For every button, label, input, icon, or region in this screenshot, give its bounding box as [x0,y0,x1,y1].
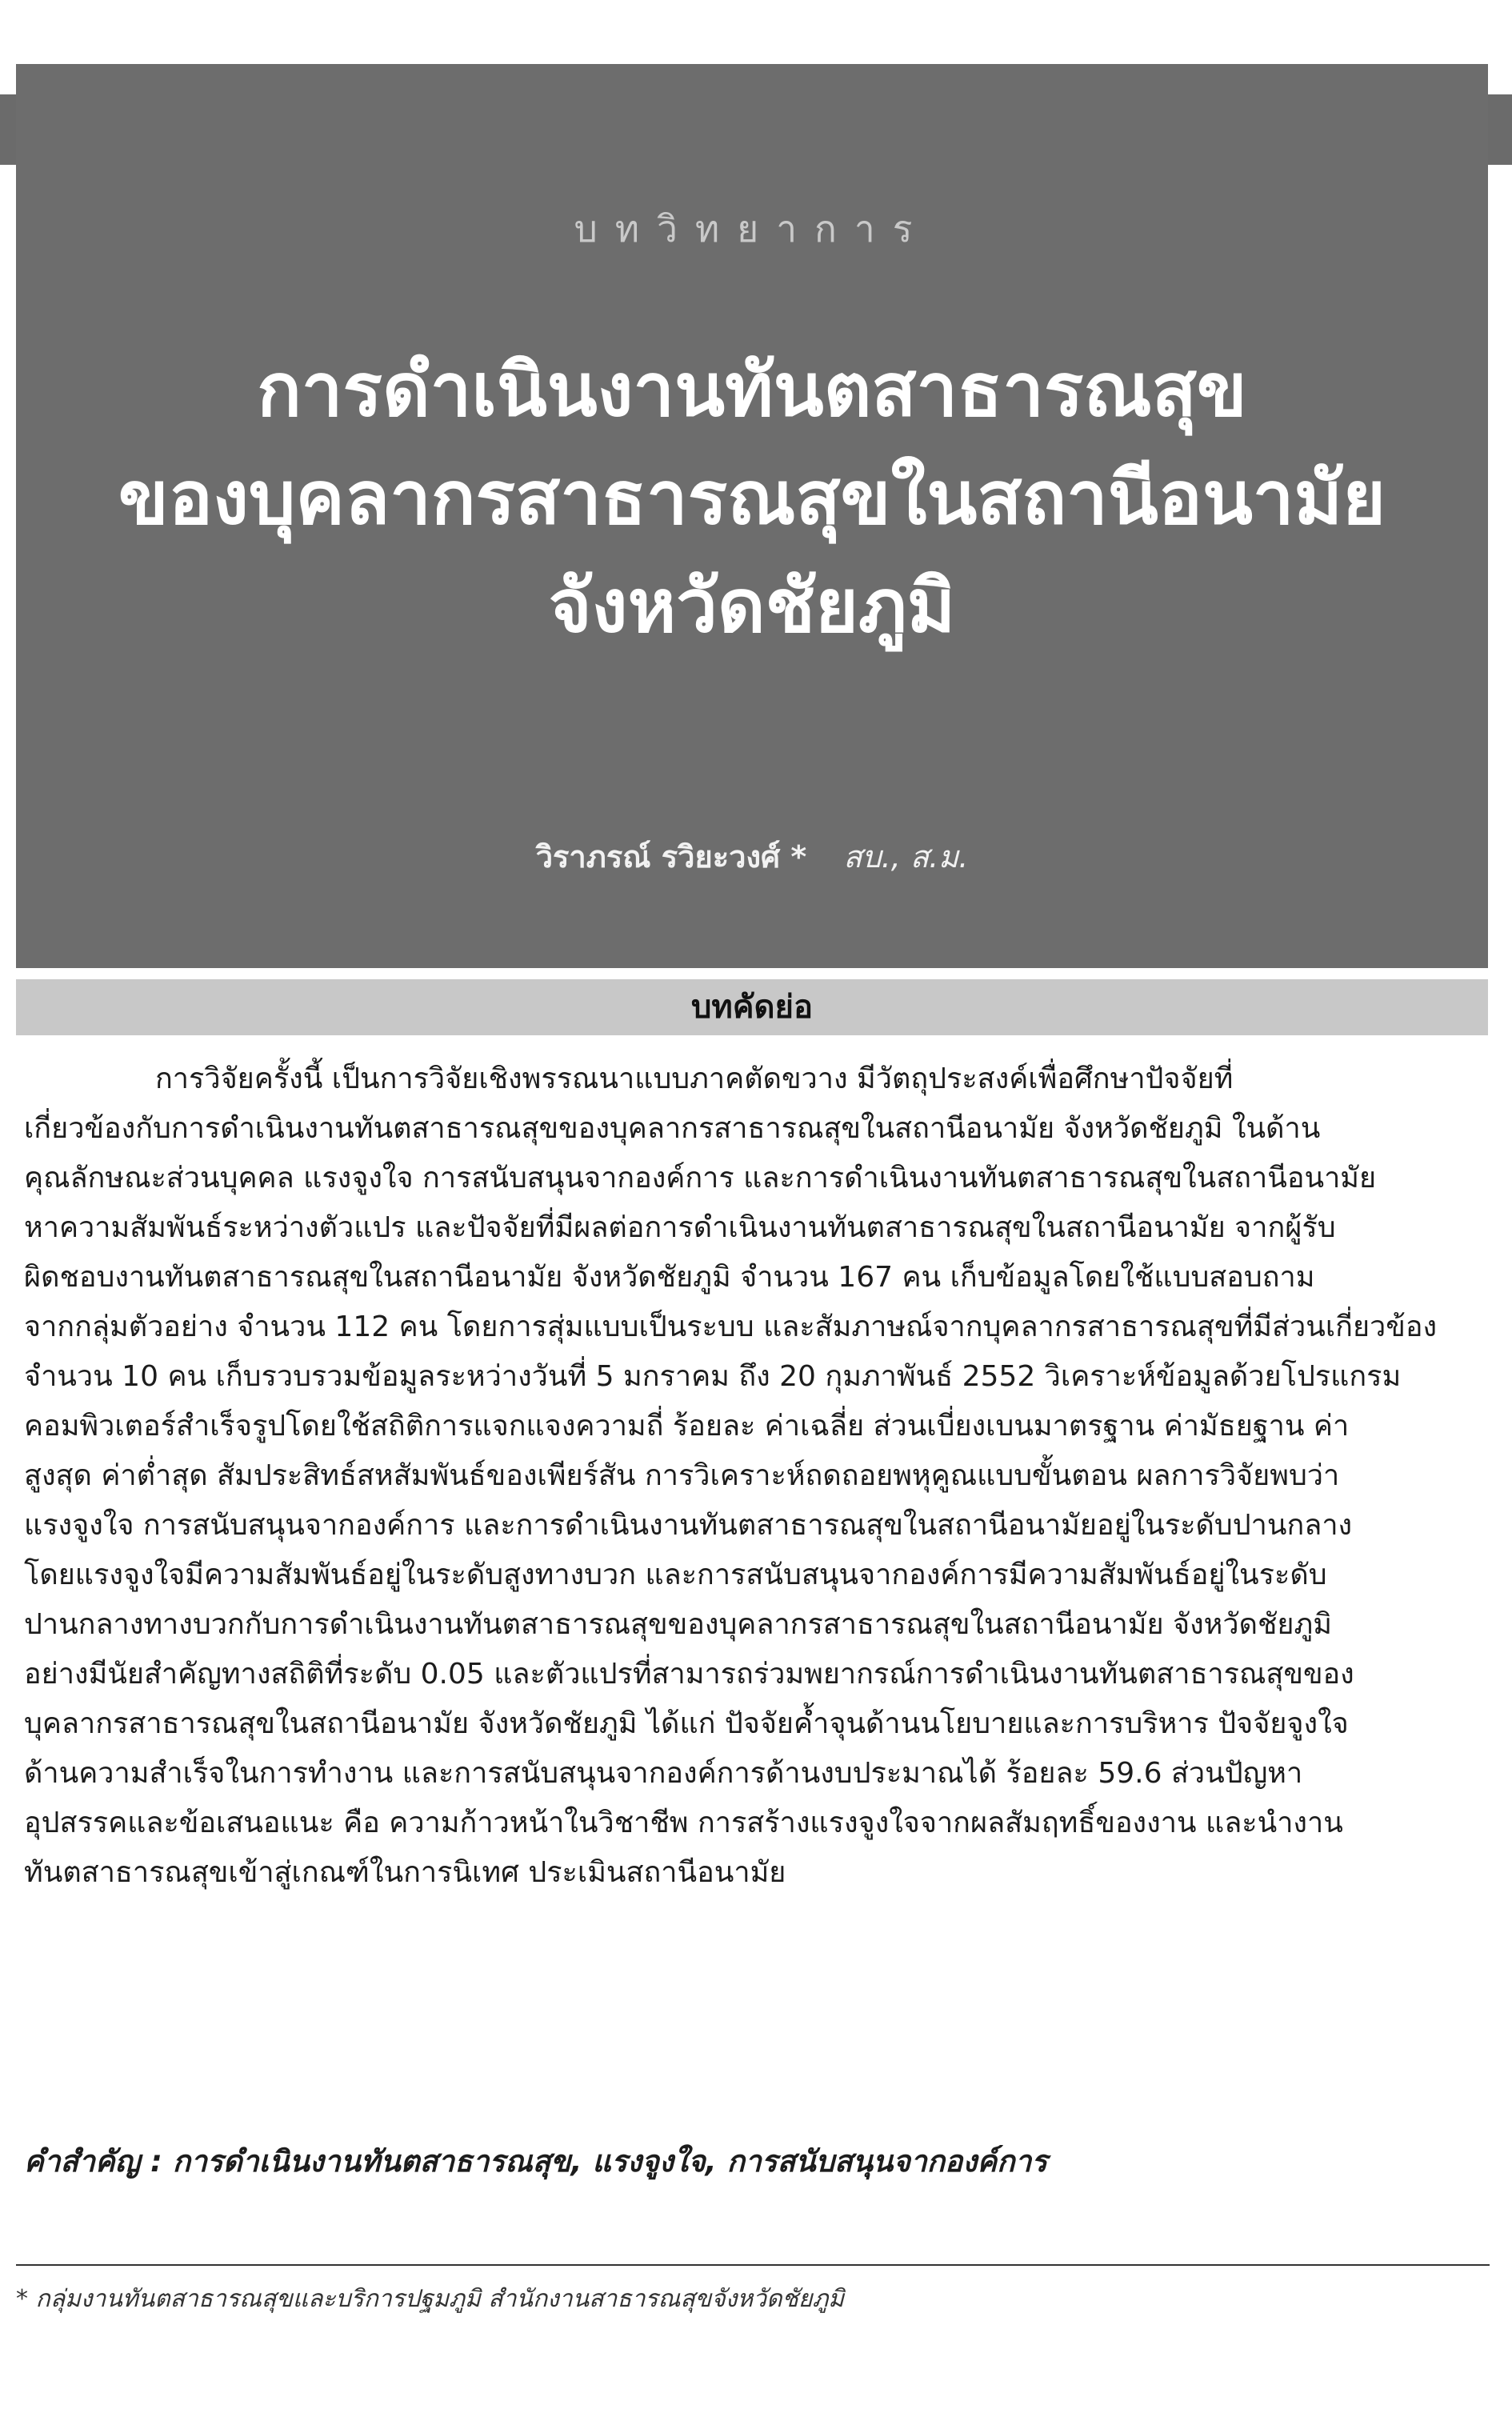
header-panel [16,64,1488,968]
abstract-line: ด้านความสำเร็จในการทำงาน และการสนับสนุนจากองค์การด้านงบประมาณได้ ร้อยละ 59.6 ส่วนปัญหา [24,1757,1303,1790]
abstract-line: คอมพิวเตอร์สำเร็จรูปโดยใช้สถิติการแจกแจงความถี่ ร้อยละ ค่าเฉลี่ย ส่วนเบี่ยงเบนมาตรฐาน ค่ามัธยฐาน ค่า [24,1410,1350,1443]
abstract-line: การวิจัยครั้งนี้ เป็นการวิจัยเชิงพรรณนาแบบภาคตัดขวาง มีวัตถุประสงค์เพื่อศึกษาปัจจัยที่ [155,1062,1234,1095]
article-title [64,336,1440,660]
footnote-divider [16,2264,1490,2266]
abstract-line: ปานกลางทางบวกกับการดำเนินงานทันตสาธารณสุขของบุคลากรสาธารณสุขในสถานีอนามัย จังหวัดชัยภูมิ [24,1608,1332,1641]
keywords: คำสำคัญ : การดำเนินงานทันตสาธารณสุข, แรงจูงใจ, การสนับสนุนจากองค์การ [24,2144,1048,2179]
abstract-line: หาความสัมพันธ์ระหว่างตัวแปร และปัจจัยที่มีผลต่อการดำเนินงานทันตสาธารณสุขในสถานีอนามัย จากผู้รับ [24,1211,1336,1244]
title-line: จังหวัดชัยภูมิ [548,563,956,649]
abstract-body [24,1054,1488,1898]
section-category: บทวิทยาการ [574,207,930,250]
abstract-line: แรงจูงใจ การสนับสนุนจากองค์การ และการดำเนินงานทันตสาธารณสุขในสถานีอนามัยอยู่ในระดับปานกลาง [24,1509,1353,1542]
author-degree: สบ., ส.ม. [843,839,969,874]
abstract-line: เกี่ยวข้องกับการดำเนินงานทันตสาธารณสุขของบุคลากรสาธารณสุขในสถานีอนามัย จังหวัดชัยภูมิ ในด้าน [24,1112,1321,1145]
abstract-line: ผิดชอบงานทันตสาธารณสุขในสถานีอนามัย จังหวัดชัยภูมิ จำนวน 167 คน เก็บข้อมูลโดยใช้แบบสอบถาม [24,1261,1315,1294]
abstract-line: บุคลากรสาธารณสุขในสถานีอนามัย จังหวัดชัยภูมิ ได้แก่ ปัจจัยค้ำจุนด้านนโยบายและการบริหาร ปัจจัยจูงใจ [24,1707,1349,1740]
title-line: ของบุคลากรสาธารณสุขในสถานีอนามัย [118,455,1386,541]
abstract-line: อย่างมีนัยสำคัญทางสถิติที่ระดับ 0.05 และตัวแปรที่สามารถร่วมพยากรณ์การดำเนินงานทันตสาธารณสุขของ [24,1658,1354,1691]
author-line [16,832,1488,881]
abstract-line: ทันตสาธารณสุขเข้าสู่เกณฑ์ในการนิเทศ ประเมินสถานีอนามัย [24,1856,786,1889]
abstract-line: คุณลักษณะส่วนบุคคล แรงจูงใจ การสนับสนุนจากองค์การ และการดำเนินงานทันตสาธารณสุขในสถานีอนามัย [24,1162,1377,1194]
abstract-line: โดยแรงจูงใจมีความสัมพันธ์อยู่ในระดับสูงทางบวก และการสนับสนุนจากองค์การมีความสัมพันธ์อยู่ในระดับ [24,1559,1327,1591]
abstract-line: สูงสุด ค่าต่ำสุด สัมประสิทธ์สหสัมพันธ์ของเพียร์สัน การวิเคราะห์ถดถอยพหุคูณแบบขั้นตอน ผลการวิจัยพบว่า [24,1459,1340,1492]
title-line: การดำเนินงานทันตสาธารณสุข [257,347,1247,433]
abstract-line: อุปสรรคและข้อเสนอแนะ คือ ความก้าวหน้าในวิชาชีพ การสร้างแรงจูงใจจากผลสัมฤทธิ์ของงาน และนำงาน [24,1807,1343,1839]
author-name: วิราภรณ์ รวิยะวงศ์ * [535,839,807,874]
left-edge-strip [0,94,16,165]
abstract-heading: บทคัดย่อ [691,989,813,1026]
abstract-line: จำนวน 10 คน เก็บรวบรวมข้อมูลระหว่างวันที่ 5 มกราคม ถึง 20 กุมภาพันธ์ 2552 วิเคราะห์ข้อมูลด้วยโปรแกรม [24,1360,1402,1393]
abstract-line: จากกลุ่มตัวอย่าง จำนวน 112 คน โดยการสุ่มแบบเป็นระบบ และสัมภาษณ์จากบุคลากรสาธารณสุขที่มีส่วนเกี่ยวข้อง [24,1311,1438,1343]
abstract-heading-bar [16,979,1488,1035]
footnote: * กลุ่มงานทันตสาธารณสุขและบริการปฐมภูมิ สำนักงานสาธารณสุขจังหวัดชัยภูมิ [16,2285,844,2313]
